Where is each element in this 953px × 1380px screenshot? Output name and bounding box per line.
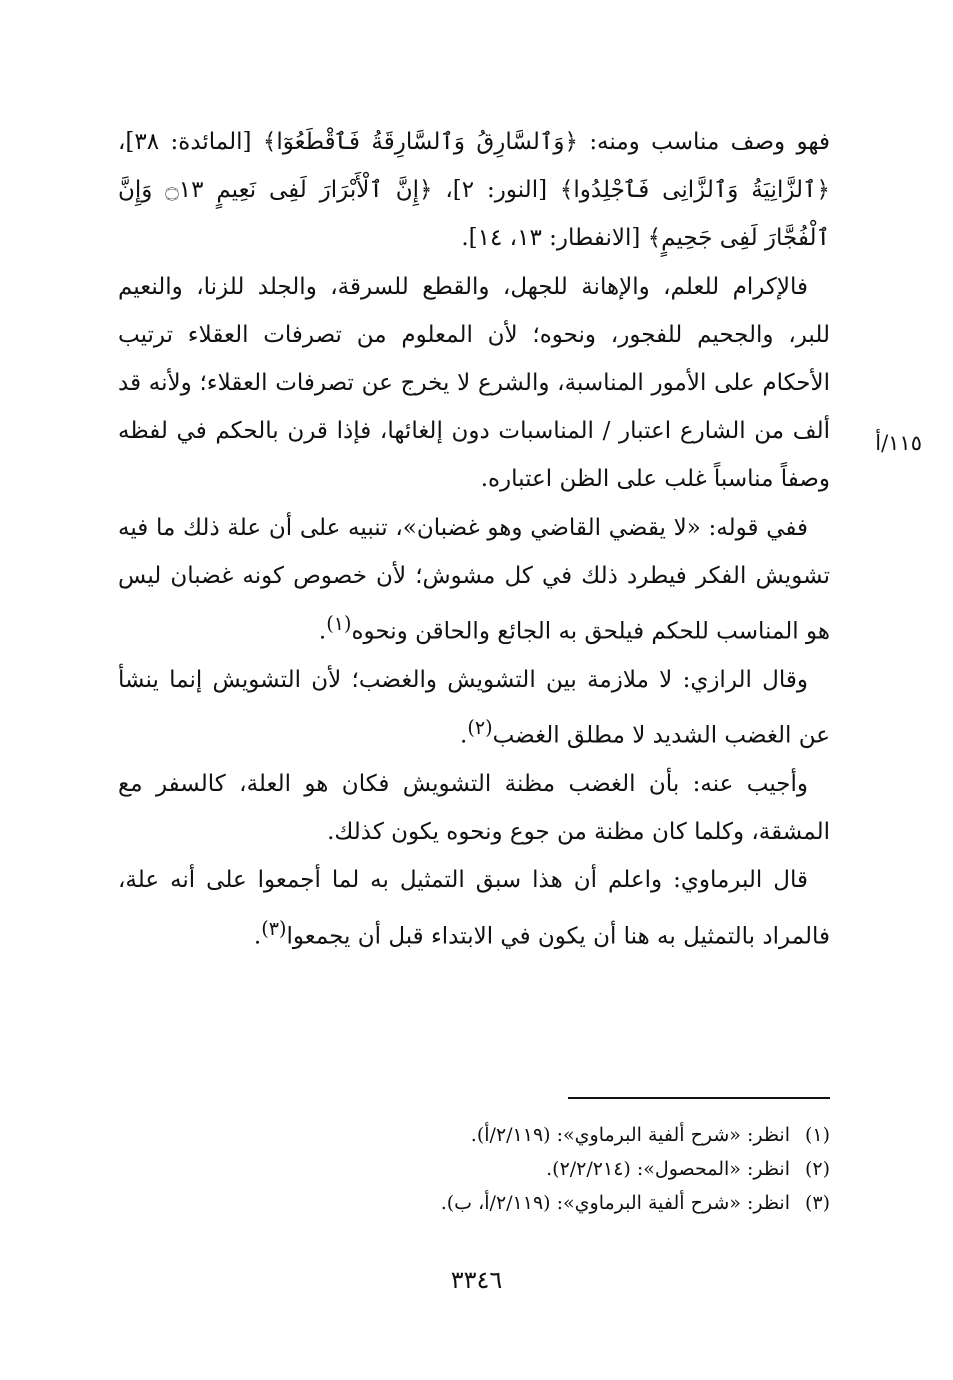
footnotes [330, 1118, 830, 1220]
page-number: ٣٣٤٦ [450, 1266, 503, 1294]
footnote-number: (٢) [804, 1158, 830, 1180]
footnote-number: (٣) [804, 1192, 830, 1214]
paragraph-reply: وأجيب عنه: بأن الغضب مظنة التشويش فكان هو العلة، كالسفر مع المشقة، وكلما كان مظنة من جوع ونحوه يكون كذلك. [118, 770, 830, 846]
footnote-item [330, 1152, 830, 1186]
footnote-item [330, 1118, 830, 1152]
footnote-number: (١) [804, 1124, 830, 1146]
footnote-ref-2: (٢) [467, 716, 493, 740]
footnote-ref-3: (٣) [261, 916, 287, 940]
paragraph-razi: وقال الرازي: لا ملازمة بين التشويش والغضب؛ لأن التشويش إنما ينشأ عن الغضب الشديد لا مطلق الغضب$^{(٢)}$. [118, 666, 830, 749]
footnote-item [330, 1186, 830, 1220]
footnote-ref-1: (١) [326, 612, 352, 636]
manuscript-folio-marker: ١١٥/أ [875, 431, 922, 455]
footnote-text: انظر: «شرح ألفية البرماوي»: (٢/١١٩/أ، ب). [440, 1192, 790, 1214]
paragraph-razi-text: وقال الرازي: لا ملازمة بين التشويش والغضب؛ لأن التشويش إنما ينشأ عن الغضب الشديد لا مطلق الغضب [118, 666, 830, 749]
paragraph-reasoning: فالإكرام للعلم، والإهانة للجهل، والقطع للسرقة، والجلد للزنا، والنعيم للبر، والجحيم للفجور، ونحوه؛ لأن المعلوم من تصرفات العقلاء ترتيب الأحكام على الأمور المناسبة، والشرع لا يخرج عن تصرفات العقلاء؛ ولأنه قد ألف من الشارع اعتبار / المناسبات دون إلغائها، فإذا قرن بالحكم في لفظه وصفاً مناسباً غلب على الظن اعتباره. [118, 273, 830, 493]
main-text [118, 118, 830, 960]
footnote-divider [568, 1097, 830, 1099]
footnote-text: انظر: «شرح ألفية البرماوي»: (٢/١١٩/أ). [470, 1124, 790, 1146]
paragraph-hadith: ففي قوله: «لا يقضي القاضي وهو غضبان»، تنبيه على أن علة ذلك ما فيه تشويش الفكر فيطرد ذلك في كل مشوش؛ لأن خصوص كونه غضبان ليس هو المناسب للحكم فيلحق به الجائع والحاقن ونحوه$^{(١)}$. [118, 514, 830, 645]
paragraph-quran-verses: فهو وصف مناسب ومنه: ﴿وَٱلسَّارِقُ وَٱلسَّارِقَةُ فَٱقْطَعُوٓا﴾ [المائدة: ٣٨]، ﴿ٱلزَّانِيَةُ وَٱلزَّانِى فَٱجْلِدُوا﴾ [النور: ٢]، ﴿إِنَّ ٱلْأَبْرَارَ لَفِى نَعِيمٍ ۝١٣ وَإِنَّ ٱلْفُجَّارَ لَفِى جَحِيمٍ﴾ [الانفطار: ١٣، ١٤]. [118, 129, 831, 252]
paragraph-barmawi: قال البرماوي: واعلم أن هذا سبق التمثيل به لما أجمعوا على أنه علة، فالمراد بالتمثيل به هنا أن يكون في الابتداء قبل أن يجمعوا$^{(٣)}$. [118, 867, 830, 950]
paragraph-barmawi-text: قال البرماوي: واعلم أن هذا سبق التمثيل به لما أجمعوا على أنه علة، فالمراد بالتمثيل به هنا أن يكون في الابتداء قبل أن يجمعوا [118, 867, 830, 950]
paragraph-hadith-text: ففي قوله: «لا يقضي القاضي وهو غضبان»، تنبيه على أن علة ذلك ما فيه تشويش الفكر فيطرد ذلك في كل مشوش؛ لأن خصوص كونه غضبان ليس هو المناسب للحكم فيلحق به الجائع والحاقن ونحوه [118, 514, 830, 645]
footnote-text: انظر: «المحصول»: (٢/٢/٢١٤). [546, 1158, 790, 1180]
